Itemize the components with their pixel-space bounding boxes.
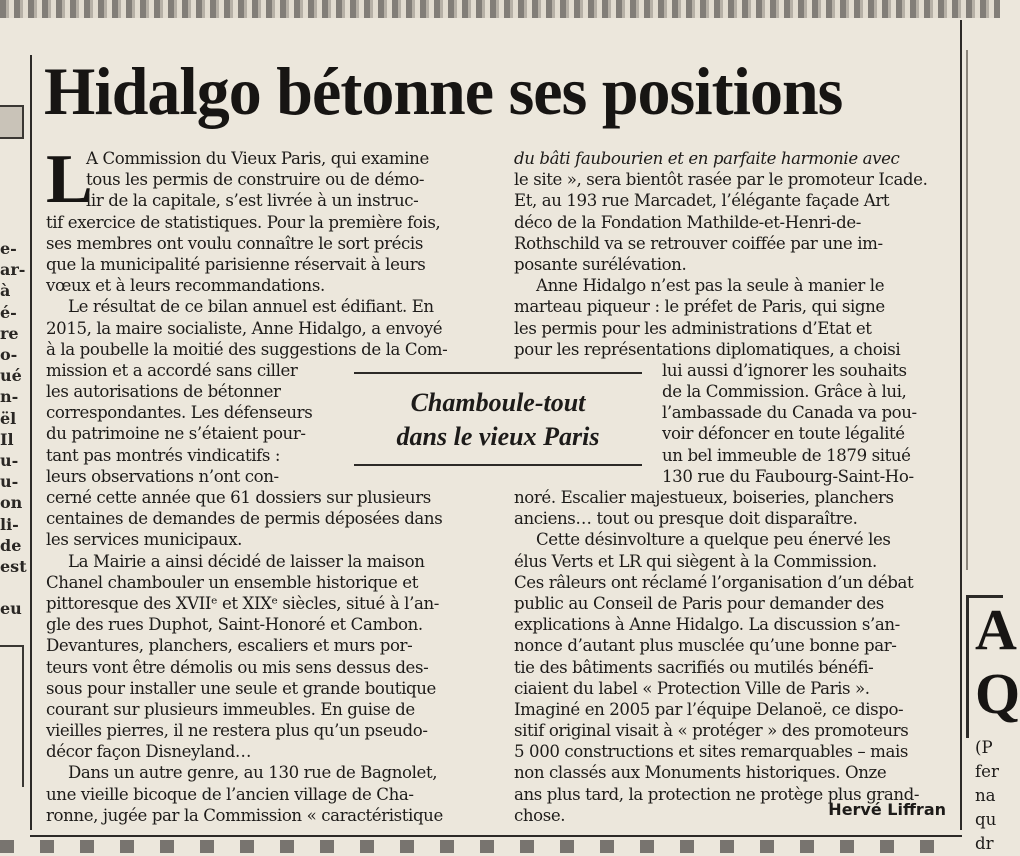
right-column-rule bbox=[960, 20, 962, 830]
text-line: les autorisations de bétonner bbox=[46, 382, 281, 402]
article-headline: Hidalgo bétonne ses positions bbox=[44, 53, 843, 129]
subheading-line: dans le vieux Paris bbox=[396, 422, 600, 451]
text-line: élus Verts et LR qui siègent à la Commission. bbox=[514, 551, 877, 571]
text-line: nonce d’autant plus musclée qu’une bonne par- bbox=[514, 636, 897, 656]
text-line: tif exercice de statistiques. Pour la première fois, bbox=[46, 212, 441, 232]
text-line: pittoresque des XVIIᵉ et XIXᵉ siècles, situé à l’an- bbox=[46, 593, 439, 613]
adjacent-article-frame bbox=[0, 645, 24, 787]
text-line: correspondantes. Les défenseurs bbox=[46, 403, 313, 423]
article-column-right bbox=[514, 148, 954, 826]
adjacent-article-fragment-right: (P fer na qu dr bbox=[975, 738, 999, 853]
text-line: vœux et à leurs recommandations. bbox=[46, 276, 325, 296]
drop-cap: L bbox=[46, 141, 93, 218]
text-line: du patrimoine ne s’étaient pour- bbox=[46, 424, 306, 444]
text-line: du bâti faubourien et en parfaite harmonie avec bbox=[514, 149, 900, 168]
text-line: ciaient du label « Protection Ville de Paris ». bbox=[514, 678, 870, 698]
text-line: lui aussi d’ignorer les souhaits bbox=[662, 360, 907, 380]
text-line: décor façon Disneyland… bbox=[46, 742, 252, 762]
text-line: l’ambassade du Canada va pou- bbox=[662, 403, 917, 423]
bottom-rule bbox=[30, 835, 962, 837]
text-line: Imaginé en 2005 par l’équipe Delanoë, ce dispo- bbox=[514, 699, 904, 719]
text-line: Rothschild va se retrouver coiffée par une im- bbox=[514, 233, 883, 253]
text-line: teurs vont être démolis ou mis sens dessus des- bbox=[46, 657, 429, 677]
subheading-box bbox=[354, 372, 642, 466]
text-line: cerné cette année que 61 dossiers sur plusieurs bbox=[46, 488, 431, 507]
text-line: mission et a accordé sans ciller bbox=[46, 360, 298, 380]
text-line: Cette désinvolture a quelque peu énervé les bbox=[536, 530, 891, 550]
text-line: anciens… tout ou presque doit disparaître. bbox=[514, 509, 858, 529]
text-line: les permis pour les administrations d’Etat et bbox=[514, 318, 872, 338]
text-line: 2015, la maire socialiste, Anne Hidalgo, a envoyé bbox=[46, 318, 443, 338]
text-line: tous les permis de construire ou de démo- bbox=[86, 170, 425, 190]
text-line: La Mairie a ainsi décidé de laisser la maison bbox=[68, 551, 425, 571]
text-line: déco de la Fondation Mathilde-et-Henri-de- bbox=[514, 212, 861, 232]
text-line: noré. Escalier majestueux, boiseries, planchers bbox=[514, 488, 894, 507]
adjacent-article-fragment-left: e- ar- à é- re o- ué n- ël Il u- u- on li- de est eu bbox=[0, 239, 27, 619]
article-column-left bbox=[46, 141, 498, 826]
text-line: une vieille bicoque de l’ancien village de Cha- bbox=[46, 784, 414, 804]
text-line: sitif original visait à « protéger » des promoteurs bbox=[514, 721, 909, 741]
text-line: centaines de demandes de permis déposées dans bbox=[46, 509, 443, 529]
text-line: Devantures, planchers, escaliers et murs por- bbox=[46, 636, 413, 656]
text-line: chose. bbox=[514, 805, 566, 825]
text-line: explications à Anne Hidalgo. La discussion s’an- bbox=[514, 615, 900, 635]
text-line: non classés aux Monuments historiques. Onze bbox=[514, 763, 887, 783]
text-line: vieilles pierres, il ne restera plus qu’un pseudo- bbox=[46, 721, 428, 741]
text-line: gle des rues Duphot, Saint-Honoré et Cambon. bbox=[46, 615, 423, 635]
text-line: 5 000 constructions et sites remarquables – mais bbox=[514, 742, 909, 762]
text-line: Dans un autre genre, au 130 rue de Bagnolet, bbox=[68, 763, 438, 783]
text-line: public au Conseil de Paris pour demander des bbox=[514, 593, 884, 613]
top-column-strip bbox=[0, 0, 1000, 18]
text-line: un bel immeuble de 1879 situé bbox=[662, 445, 911, 465]
text-line: Chanel chambouler un ensemble historique et bbox=[46, 572, 418, 592]
text-line: posante surélévation. bbox=[514, 254, 687, 274]
text-line: marteau piqueur : le préfet de Paris, qui signe bbox=[514, 297, 885, 317]
text-line: de la Commission. Grâce à lui, bbox=[662, 382, 907, 402]
text-line: A Commission du Vieux Paris, qui examine bbox=[86, 149, 429, 168]
left-column-rule bbox=[30, 55, 32, 830]
text-line: voir défoncer en toute légalité bbox=[662, 424, 905, 444]
text-line: Ces râleurs ont réclamé l’organisation d’un débat bbox=[514, 572, 914, 592]
text-line: à la poubelle la moitié des suggestions de la Com- bbox=[46, 339, 448, 359]
text-line: leurs observations n’ont con- bbox=[46, 466, 279, 486]
text-line: que la municipalité parisienne réservait à leurs bbox=[46, 254, 426, 274]
adjacent-article-box bbox=[0, 105, 24, 139]
bottom-article-strip bbox=[0, 840, 960, 853]
text-line: Et, au 193 rue Marcadet, l’élégante façade Art bbox=[514, 191, 890, 211]
text-line: tant pas montrés vindicatifs : bbox=[46, 445, 281, 465]
text-line: ses membres ont voulu connaître le sort précis bbox=[46, 233, 423, 253]
text-line: Le résultat de ce bilan annuel est édifiant. En bbox=[68, 297, 434, 317]
text-line: lir de la capitale, s’est livrée à un instruc- bbox=[86, 191, 419, 211]
text-line: courant sur plusieurs immeubles. En guise de bbox=[46, 699, 415, 719]
adjacent-column-rule bbox=[966, 50, 1002, 570]
text-line: Anne Hidalgo n’est pas la seule à manier le bbox=[536, 276, 885, 296]
text-line: ronne, jugée par la Commission « caractéristique bbox=[46, 805, 443, 825]
subheading-line: Chamboule-tout bbox=[410, 388, 586, 417]
text-line: le site », sera bientôt rasée par le promoteur Icade. bbox=[514, 170, 928, 190]
text-line: ans plus tard, la protection ne protège plus grand- bbox=[514, 784, 920, 804]
text-line: tie des bâtiments sacrifiés ou mutilés bénéfi- bbox=[514, 657, 874, 677]
author-byline: Hervé Liffran bbox=[828, 800, 946, 819]
text-line: 130 rue du Faubourg-Saint-Ho- bbox=[662, 466, 914, 486]
text-line: pour les représentations diplomatiques, a choisi bbox=[514, 339, 901, 359]
text-line: sous pour installer une seule et grande boutique bbox=[46, 678, 436, 698]
text-line: les services municipaux. bbox=[46, 530, 243, 550]
adjacent-headline-fragment: A Q bbox=[975, 597, 1020, 726]
